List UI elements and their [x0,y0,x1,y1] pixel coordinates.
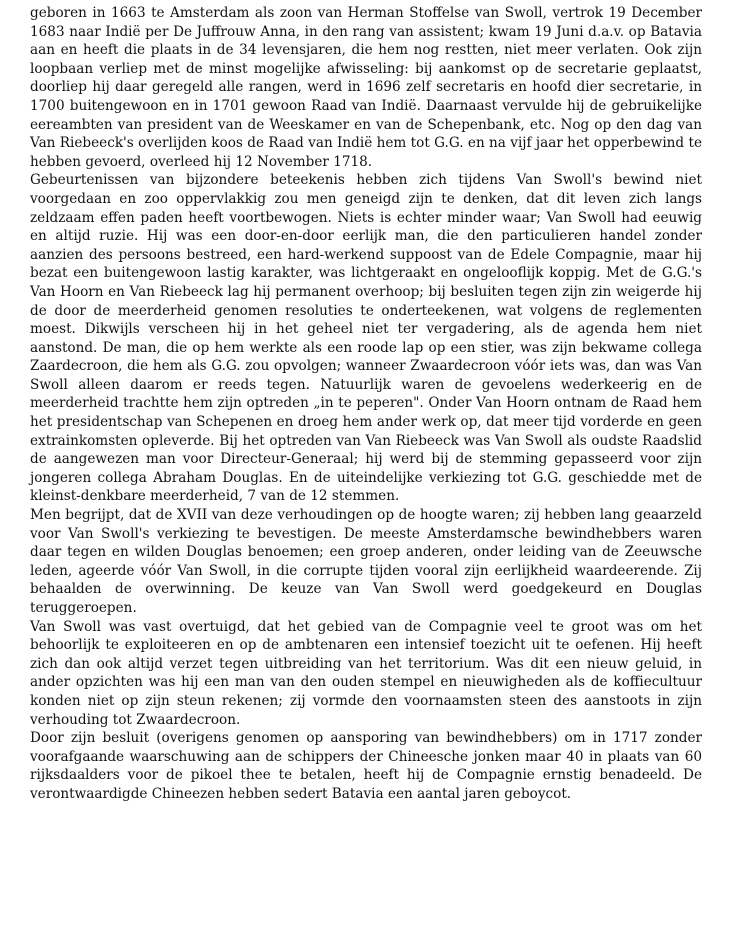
paragraph-election: Men begrijpt, dat de XVII van deze verhoudingen op de hoogte waren; zij hebben lang geaarzeld voor Van Swoll's verkiezing te bevestigen. De meeste Amsterdamsche bewindhebbers waren daar tegen en wilden Douglas benoemen; een groep anderen, onder leiding van de Zeeuwsche leden, ageerde vóór Van Swoll, in die corrupte tijden vooral zijn eerlijkheid waardeerende. Zij behaalden de overwinning. De keuze van Van Swoll werd goedgekeurd en Douglas teruggeroepen. [30,507,702,616]
paragraph-tea-trade: Door zijn besluit (overigens genomen op aansporing van bewindhebbers) om in 1717 zonder voorafgaande waarschuwing aan de schippers der Chineesche jonken maar 40 in plaats van 60 rijksdaalders voor de pikoel thee te betalen, heeft hij de Compagnie ernstig benadeeld. De verontwaardigde Chineezen hebben sedert Batavia een aantal jaren geboycot. [30,730,702,802]
paragraph-character: Gebeurtenissen van bijzondere beteekenis hebben zich tijdens Van Swoll's bewind niet voorgedaan en zoo oppervlakkig zou men geneigd zijn te denken, dat dit leven zich langs zeldzaam effen paden heeft voortbewogen. Niets is echter minder waar; Van Swoll had eeuwig en altijd ruzie. Hij was een door-en-door eerlijk man, die den particulieren handel zonder aanzien des persoons bestreed, een hard-werkend suppoost van de Edele Compagnie, maar hij bezat een buitengewoon lastig karakter, was lichtgeraakt en ongelooflijk koppig. Met de G.G.'s Van Hoorn en Van Riebeeck lag hij permanent overhoop; bij besluiten tegen zijn zin weigerde hij de door de meerderheid genomen resoluties te onderteekenen, wat volgens de reglementen moest. Dikwijls verscheen hij in het geheel niet ter vergadering, als de agenda hem niet aanstond. De man, die op hem werkte als een roode lap op een stier, was zijn bekwame collega Zaardecroon, die hem als G.G. zou opvolgen; wanneer Zwaardecroon vóór iets was, dan was Van Swoll alleen daarom er reeds tegen. Natuurlijk waren de gevoelens wederkeerig en de meerderheid trachtte hem zijn optreden „in te peperen". Onder Van Hoorn ontnam de Raad hem het presidentschap van Schepenen en droeg hem ander werk op, dat meer tijd vorderde en geen extrainkomsten opleverde. Bij het optreden van Van Riebeeck was Van Swoll als oudste Raadslid de aangewezen man voor Directeur-Generaal; hij werd bij de stemming gepasseerd voor zijn jongeren collega Abraham Douglas. En de uiteindelijke verkiezing tot G.G. geschiedde met de kleinst-denkbare meerderheid, 7 van de 12 stemmen. [30,172,702,505]
document-page [30,4,702,804]
paragraph-biography: geboren in 1663 te Amsterdam als zoon van Herman Stoffelse van Swoll, vertrok 19 December 1683 naar Indië per De Juffrouw Anna, in den rang van assistent; kwam 19 Juni d.a.v. op Batavia aan en heeft die plaats in de 34 levensjaren, die hem nog restten, niet meer verlaten. Ook zijn loopbaan verliep met de minst mogelijke afwisseling: bij aankomst op de secretarie geplaatst, doorliep hij daar geregeld alle rangen, werd in 1696 zelf secretaris en hoofd dier secretarie, in 1700 buitengewoon en in 1701 gewoon Raad van Indië. Daarnaast vervulde hij de gebruikelijke eereambten van president van de Weeskamer en van de Schepenbank, etc. Nog op den dag van Van Riebeeck's overlijden koos de Raad van Indië hem tot G.G. en na vijf jaar het opperbewind te hebben gevoerd, overleed hij 12 November 1718. [30,5,702,170]
paragraph-territory: Van Swoll was vast overtuigd, dat het gebied van de Compagnie veel te groot was om het behoorlijk te exploiteeren en op de ambtenaren een intensief toezicht uit te oefenen. Hij heeft zich dan ook altijd verzet tegen uitbreiding van het territorium. Was dit een nieuw geluid, in ander opzichten was hij een man van den ouden stempel en nieuwigheden als de koffiecultuur konden niet op zijn steun rekenen; zij vormde den voornaamsten steen des aanstoots in zijn verhouding tot Zwaardecroon. [30,618,702,728]
